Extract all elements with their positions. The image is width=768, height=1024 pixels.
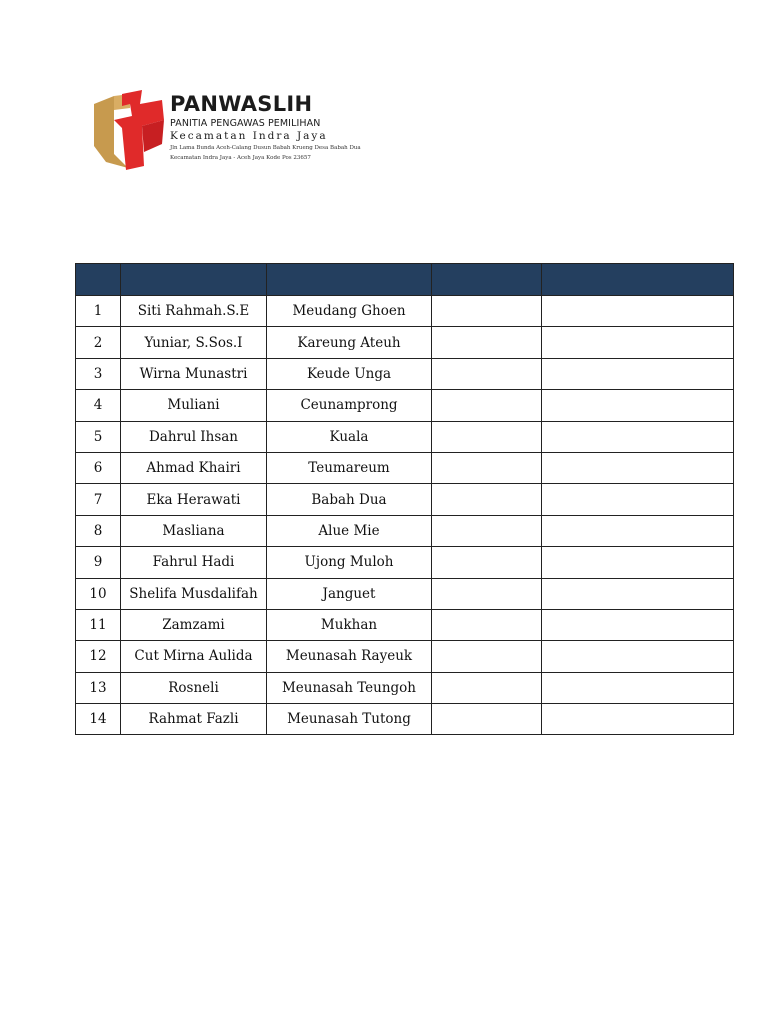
cell-no: 14 [76,704,121,735]
cell-village: Meunasah Rayeuk [267,641,432,672]
cell-col4 [432,515,542,546]
cell-name: Muliani [121,390,267,421]
letterhead [92,90,412,172]
cell-village: Babah Dua [267,484,432,515]
cell-no: 6 [76,452,121,483]
cell-village: Meunasah Teungoh [267,672,432,703]
cell-no: 10 [76,578,121,609]
table-row [76,672,734,703]
table-row [76,609,734,640]
table-row [76,641,734,672]
cell-col5 [542,421,734,452]
cell-col4 [432,547,542,578]
cell-no: 2 [76,327,121,358]
cell-col5 [542,484,734,515]
cell-village: Ceunamprong [267,390,432,421]
table-row [76,547,734,578]
cell-col5 [542,515,734,546]
cell-name: Wirna Munastri [121,358,267,389]
cell-village: Meunasah Tutong [267,704,432,735]
cell-name: Rahmat Fazli [121,704,267,735]
cell-col4 [432,672,542,703]
cell-village: Teumareum [267,452,432,483]
table-body [76,296,734,735]
cell-no: 11 [76,609,121,640]
cell-col5 [542,547,734,578]
cell-no: 9 [76,547,121,578]
org-full-name: PANITIA PENGAWAS PEMILIHAN [170,118,321,129]
cell-name: Siti Rahmah.S.E [121,296,267,327]
cell-name: Dahrul Ihsan [121,421,267,452]
cell-village: Keude Unga [267,358,432,389]
cell-name: Rosneli [121,672,267,703]
cell-name: Cut Mirna Aulida [121,641,267,672]
column-header-name [121,264,267,296]
table-row [76,327,734,358]
cell-village: Kuala [267,421,432,452]
cell-col4 [432,484,542,515]
cell-no: 7 [76,484,121,515]
table-row [76,515,734,546]
cell-no: 1 [76,296,121,327]
cell-name: Shelifa Musdalifah [121,578,267,609]
cell-col5 [542,390,734,421]
cell-no: 8 [76,515,121,546]
cell-col4 [432,704,542,735]
cell-col5 [542,327,734,358]
cell-village: Meudang Ghoen [267,296,432,327]
table-header-row [76,264,734,296]
cell-col4 [432,390,542,421]
table-row [76,390,734,421]
cell-col4 [432,641,542,672]
address-line-2: Kecamatan Indra Jaya - Aceh Jaya Kode Pos 23657 [170,155,311,161]
cell-col5 [542,609,734,640]
panwaslih-logo-icon [92,90,166,170]
column-header-village [267,264,432,296]
cell-name: Yuniar, S.Sos.I [121,327,267,358]
cell-village: Alue Mie [267,515,432,546]
address-line-1: Jln Lama Bunda Aceh-Calang Dusun Babah Krueng Desa Babah Dua [170,145,361,151]
cell-col5 [542,704,734,735]
cell-col5 [542,641,734,672]
cell-name: Eka Herawati [121,484,267,515]
column-header-5 [542,264,734,296]
column-header-4 [432,264,542,296]
cell-name: Ahmad Khairi [121,452,267,483]
cell-village: Ujong Muloh [267,547,432,578]
cell-col5 [542,672,734,703]
cell-col4 [432,421,542,452]
org-name: PANWASLIH [170,92,313,116]
district-name: Kecamatan Indra Jaya [170,130,328,142]
cell-name: Fahrul Hadi [121,547,267,578]
cell-name: Masliana [121,515,267,546]
cell-no: 5 [76,421,121,452]
cell-col4 [432,358,542,389]
cell-no: 4 [76,390,121,421]
cell-col5 [542,358,734,389]
organization-block [170,92,361,163]
cell-col4 [432,609,542,640]
cell-name: Zamzami [121,609,267,640]
cell-col4 [432,296,542,327]
cell-col4 [432,452,542,483]
cell-village: Mukhan [267,609,432,640]
cell-no: 13 [76,672,121,703]
table-row [76,358,734,389]
cell-village: Kareung Ateuh [267,327,432,358]
table-row [76,452,734,483]
cell-col5 [542,578,734,609]
cell-col4 [432,578,542,609]
table-row [76,484,734,515]
column-header-no [76,264,121,296]
table-row [76,421,734,452]
cell-col5 [542,296,734,327]
cell-no: 12 [76,641,121,672]
cell-col5 [542,452,734,483]
cell-col4 [432,327,542,358]
table-row [76,704,734,735]
table-row [76,296,734,327]
roster-table [75,263,734,735]
cell-village: Janguet [267,578,432,609]
table-row [76,578,734,609]
cell-no: 3 [76,358,121,389]
